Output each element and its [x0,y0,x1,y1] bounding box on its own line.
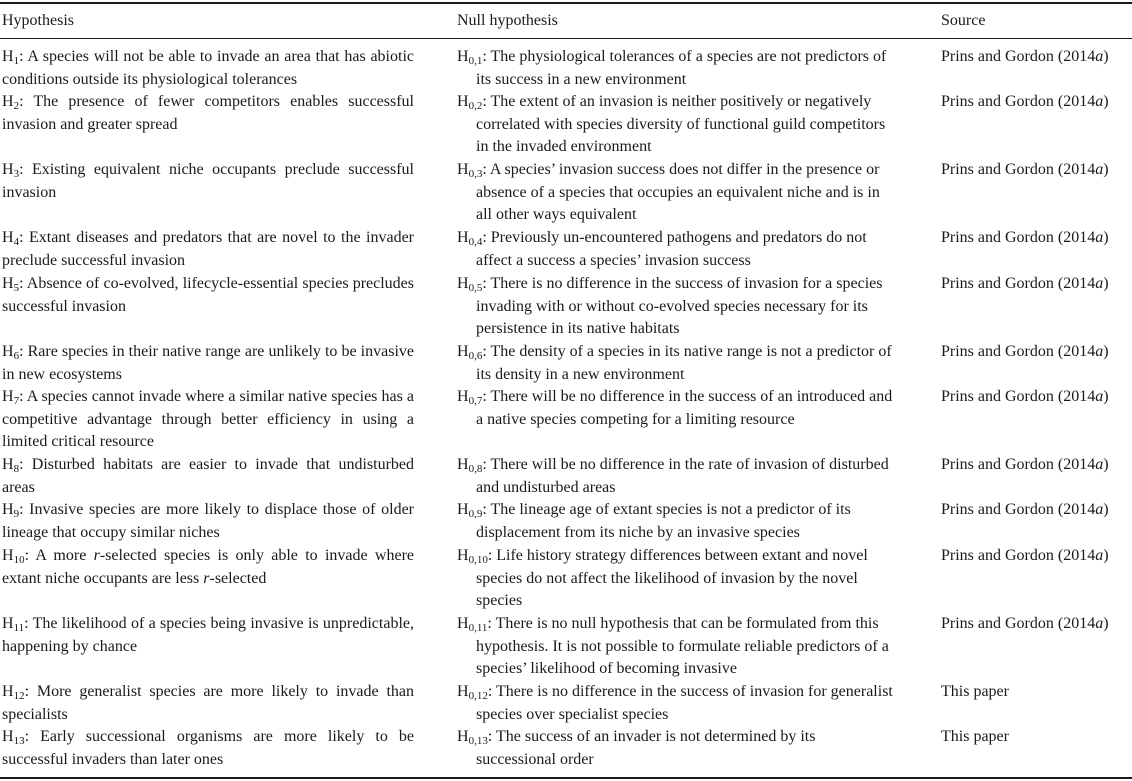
source-cell: Prins and Gordon (2014a) [941,388,1109,405]
source-cell: Prins and Gordon (2014a) [941,275,1109,292]
source-cell: Prins and Gordon (2014a) [941,161,1109,178]
source-cell: This paper [941,728,1009,745]
hypothesis-cell: $H_1$: A species will not be able to invade an area that has abiotic conditions outside its physiological tolerances [2,48,414,88]
table-top-rule [0,2,1132,4]
source-cell: Prins and Gordon (2014a) [941,615,1109,632]
hypothesis-cell: $H_2$: The presence of fewer competitors enables successful invasion and greater spread [2,93,414,133]
source-cell: Prins and Gordon (2014a) [941,501,1109,518]
null-hypothesis-cell: $H_{0,11}$: There is no null hypothesis that can be formulated from this hypothesis. It is not possible to formulate reliable predictors of a species’ likelihood of becoming invasive [457,615,889,677]
hypothesis-cell: $H_3$: Existing equivalent niche occupants preclude successful invasion [2,161,414,201]
null-hypothesis-cell: $H_{0,8}$: There will be no difference in the rate of invasion of disturbed and undisturbed areas [457,456,889,496]
column-header-source: Source [941,12,986,29]
source-cell: Prins and Gordon (2014a) [941,547,1109,564]
null-hypothesis-cell: $H_{0,1}$: The physiological tolerances of a species are not predictors of its success in a new environment [457,48,887,88]
null-hypothesis-cell: $H_{0,6}$: The density of a species in its native range is not a predictor of its density in a new environment [457,343,892,383]
null-hypothesis-cell: $H_{0,9}$: The lineage age of extant species is not a predictor of its displacement from its niche by an invasive species [457,501,851,541]
source-cell: Prins and Gordon (2014a) [941,48,1109,65]
header-rule [0,38,1132,39]
null-hypothesis-cell: $H_{0,4}$: Previously un-encountered pathogens and predators do not affect a success a species’ invasion success [457,229,867,269]
column-header-null-hypothesis: Null hypothesis [457,12,558,29]
table-bottom-rule [0,777,1132,779]
null-hypothesis-cell: $H_{0,12}$: There is no difference in the success of invasion for generalist species over specialist species [457,683,893,723]
null-hypothesis-cell: $H_{0,10}$: Life history strategy differences between extant and novel species do not affect the likelihood of invasion by the novel species [457,547,868,609]
source-cell: Prins and Gordon (2014a) [941,93,1109,110]
source-cell: Prins and Gordon (2014a) [941,456,1109,473]
hypothesis-cell: $H_{12}$: More generalist species are more likely to invade than specialists [2,683,414,723]
null-hypothesis-cell: $H_{0,3}$: A species’ invasion success does not differ in the presence or absence of a species that occupies an equivalent niche and is in all other ways equivalent [457,161,880,223]
source-cell: Prins and Gordon (2014a) [941,229,1109,246]
column-header-hypothesis: Hypothesis [2,12,74,29]
hypothesis-cell: $H_{13}$: Early successional organisms are more likely to be successful invaders than later ones [2,728,414,768]
null-hypothesis-cell: $H_{0,2}$: The extent of an invasion is neither positively or negatively correlated with species diversity of functional guild competitors in the invaded environment [457,93,886,155]
hypothesis-cell: $H_5$: Absence of co-evolved, lifecycle-essential species precludes successful invasion [2,275,414,315]
hypothesis-cell: $H_4$: Extant diseases and predators that are novel to the invader preclude successful invasion [2,229,414,269]
hypothesis-cell: $H_9$: Invasive species are more likely to displace those of older lineage that occupy similar niches [2,501,414,541]
hypothesis-cell: $H_6$: Rare species in their native range are unlikely to be invasive in new ecosystems [2,343,414,383]
hypothesis-cell: $H_8$: Disturbed habitats are easier to invade that undisturbed areas [2,456,414,496]
source-cell: This paper [941,683,1009,700]
null-hypothesis-cell: $H_{0,5}$: There is no difference in the success of invasion for a species invading with or without co-evolved species necessary for its persistence in its native habitats [457,275,883,337]
null-hypothesis-cell: $H_{0,13}$: The success of an invader is not determined by its successional order [457,728,816,768]
hypothesis-cell: $H_7$: A species cannot invade where a similar native species has a competitive advantage through better efficiency in using a limited critical resource [2,388,414,450]
null-hypothesis-cell: $H_{0,7}$: There will be no difference in the success of an introduced and a native species competing for a limiting resource [457,388,893,428]
hypothesis-cell: $H_{10}$: A more r-selected species is only able to invade where extant niche occupants are less r-selected [2,547,415,587]
source-cell: Prins and Gordon (2014a) [941,343,1109,360]
hypothesis-cell: $H_{11}$: The likelihood of a species being invasive is unpredictable, happening by chance [2,615,414,655]
